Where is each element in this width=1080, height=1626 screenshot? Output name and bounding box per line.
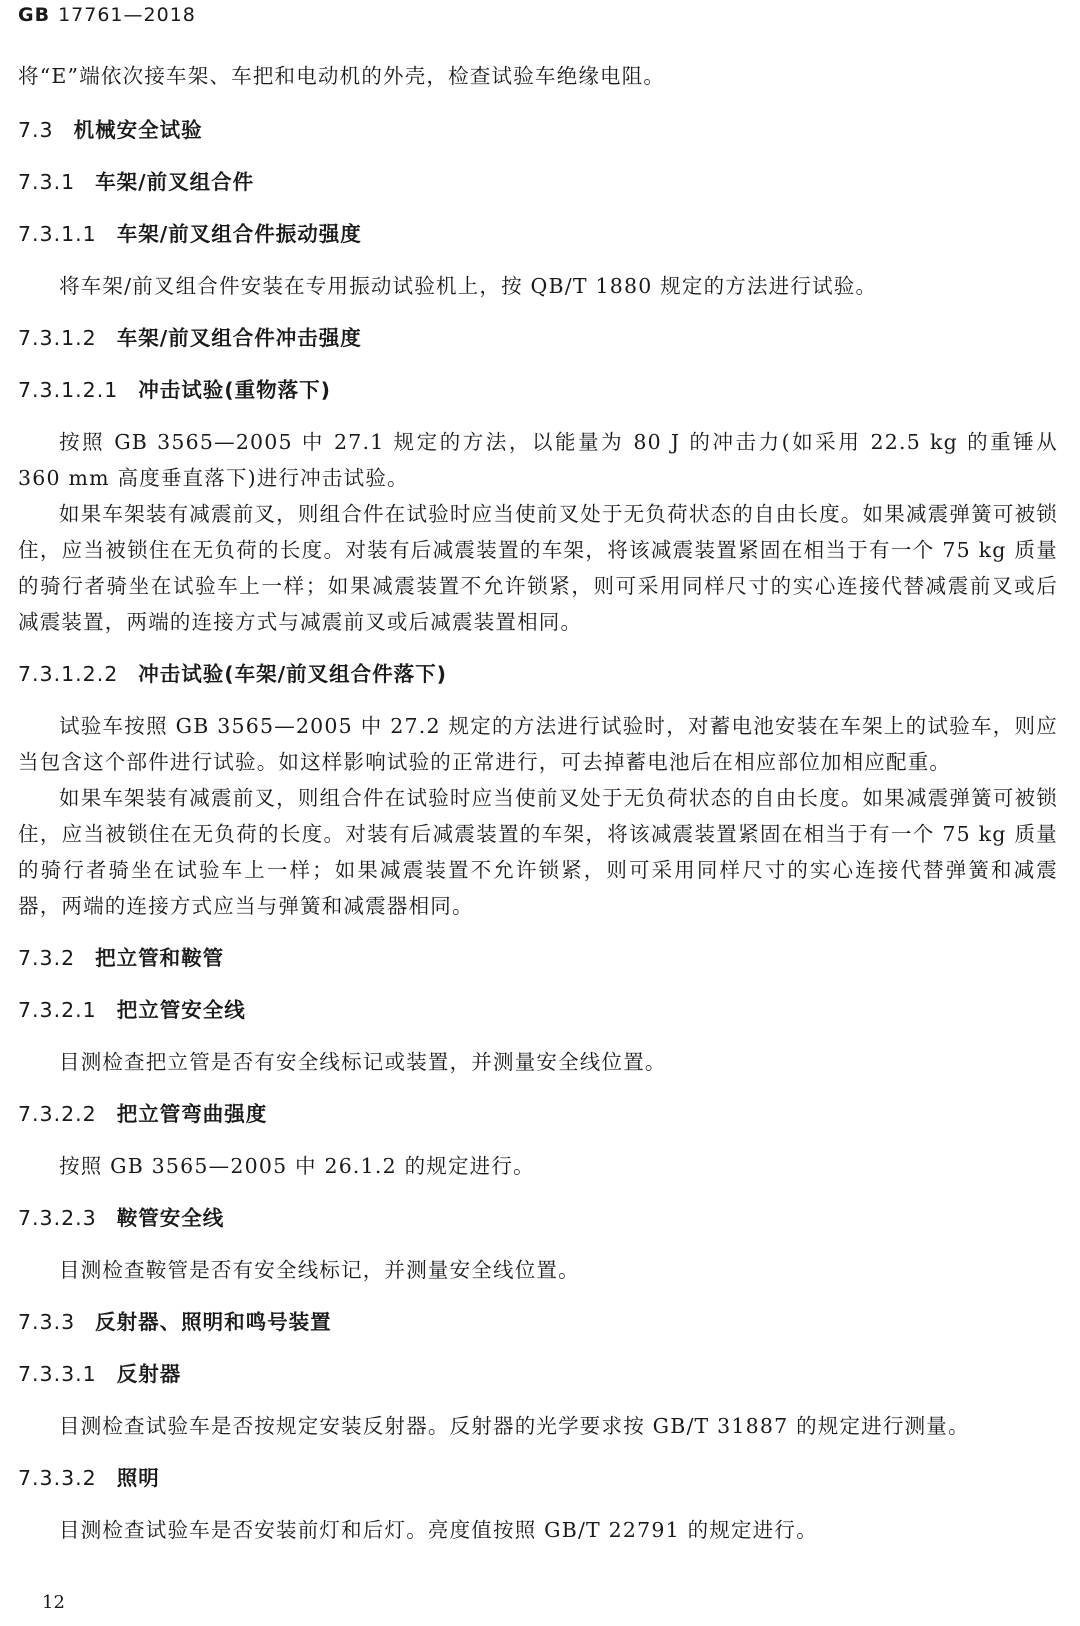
section-number: 7.3 (18, 118, 54, 142)
section-number: 7.3.1.2.1 (18, 378, 119, 402)
section-number: 7.3.1.2 (18, 326, 97, 350)
section-title: 车架/前叉组合件 (95, 170, 255, 194)
section-title: 把立管安全线 (116, 998, 246, 1022)
section-number: 7.3.2 (18, 946, 76, 970)
paragraph: 按照 GB 3565—2005 中 26.1.2 的规定进行。 (59, 1154, 535, 1178)
section-heading (18, 216, 1058, 252)
section-number: 7.3.2.3 (18, 1206, 97, 1230)
section-title: 冲击试验(车架/前叉组合件落下) (138, 662, 448, 686)
section-number: 7.3.2.1 (18, 998, 97, 1022)
section-number: 7.3.3.1 (18, 1362, 97, 1386)
section-number: 7.3.1 (18, 170, 76, 194)
standard-code: GB (18, 4, 51, 26)
section-number: 7.3.3 (18, 1310, 76, 1334)
section-heading (18, 940, 1058, 976)
section-heading (18, 1356, 1058, 1392)
standard-number: 17761—2018 (58, 4, 196, 26)
section-heading (18, 112, 1058, 148)
paragraph: 将车架/前叉组合件安装在专用振动试验机上，按 QB/T 1880 规定的方法进行试验。 (59, 274, 878, 298)
paragraph: 试验车按照 GB 3565—2005 中 27.2 规定的方法进行试验时，对蓄电池安装在车架上的试验车，则应当包含这个部件进行试验。如这样影响试验的正常进行，可去掉蓄电池后在相应部位加相应配重。 (18, 714, 1058, 774)
paragraph: 将“E”端依次接车架、车把和电动机的外壳，检查试验车绝缘电阻。 (18, 64, 666, 88)
section-title: 反射器、照明和鸣号装置 (95, 1310, 332, 1334)
section-title: 鞍管安全线 (116, 1206, 225, 1230)
section-number: 7.3.1.1 (18, 222, 97, 246)
section-heading (18, 1460, 1058, 1496)
paragraph: 目测检查鞍管是否有安全线标记，并测量安全线位置。 (59, 1258, 580, 1282)
section-heading (18, 1096, 1058, 1132)
paragraph: 如果车架装有减震前叉，则组合件在试验时应当使前叉处于无负荷状态的自由长度。如果减震弹簧可被锁住，应当被锁住在无负荷的长度。对装有后减震装置的车架，将该减震装置紧固在相当于有一个 75 kg 质量的骑行者骑坐在试验车上一样；如果减震装置不允许锁紧，则可采用同样尺寸的实心连接代替减震前叉或后减震装置，两端的连接方式与减震前叉或后减震装置相同。 (18, 502, 1058, 634)
paragraph: 目测检查试验车是否安装前灯和后灯。亮度值按照 GB/T 22791 的规定进行。 (59, 1518, 818, 1542)
document-body (18, 58, 1058, 1548)
section-title: 车架/前叉组合件振动强度 (116, 222, 362, 246)
paragraph: 目测检查把立管是否有安全线标记或装置，并测量安全线位置。 (59, 1050, 667, 1074)
section-heading (18, 992, 1058, 1028)
section-heading (18, 656, 1058, 692)
section-number: 7.3.1.2.2 (18, 662, 119, 686)
section-heading (18, 1304, 1058, 1340)
section-title: 机械安全试验 (73, 118, 203, 142)
section-heading (18, 164, 1058, 200)
section-title: 车架/前叉组合件冲击强度 (116, 326, 362, 350)
paragraph: 如果车架装有减震前叉，则组合件在试验时应当使前叉处于无负荷状态的自由长度。如果减震弹簧可被锁住，应当被锁住在无负荷的长度。对装有后减震装置的车架，将该减震装置紧固在相当于有一个 75 kg 质量的骑行者骑坐在试验车上一样；如果减震装置不允许锁紧，则可采用同样尺寸的实心连接代替弹簧和减震器，两端的连接方式应当与弹簧和减震器相同。 (18, 786, 1058, 918)
page-number: 12 (42, 1592, 65, 1613)
paragraph: 按照 GB 3565—2005 中 27.1 规定的方法，以能量为 80 J 的冲击力(如采用 22.5 kg 的重锤从 360 mm 高度垂直落下)进行冲击试验。 (18, 430, 1058, 490)
section-title: 把立管和鞍管 (95, 946, 225, 970)
section-title: 把立管弯曲强度 (116, 1102, 268, 1126)
standard-header (18, 4, 196, 26)
paragraph: 目测检查试验车是否按规定安装反射器。反射器的光学要求按 GB/T 31887 的规定进行测量。 (59, 1414, 970, 1438)
section-number: 7.3.2.2 (18, 1102, 97, 1126)
section-heading (18, 320, 1058, 356)
section-number: 7.3.3.2 (18, 1466, 97, 1490)
section-heading (18, 372, 1058, 408)
section-title: 照明 (116, 1466, 160, 1490)
section-title: 反射器 (116, 1362, 182, 1386)
section-heading (18, 1200, 1058, 1236)
section-title: 冲击试验(重物落下) (138, 378, 332, 402)
